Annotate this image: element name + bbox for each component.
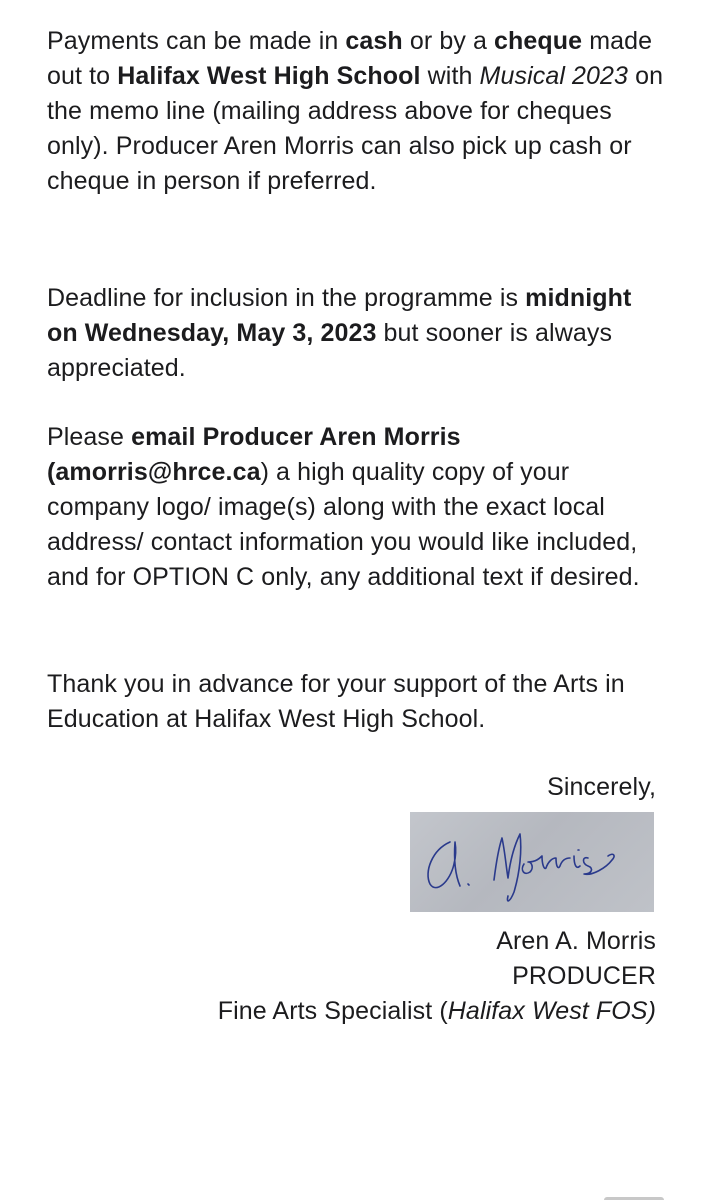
signature-image xyxy=(410,812,654,912)
payment-text-4: with xyxy=(420,62,480,90)
deadline-text-2: but sooner is always appreciated. xyxy=(47,319,613,382)
payment-text-1: Payments can be made in xyxy=(47,27,346,55)
email-paragraph xyxy=(47,420,667,595)
signatory-block xyxy=(218,924,656,1029)
payment-musical: Musical 2023 xyxy=(479,62,629,90)
signature-drawing xyxy=(410,812,654,912)
payment-cheque: cheque xyxy=(494,27,583,55)
email-contact: email Producer Aren Morris (amorris@hrce.ca xyxy=(47,423,461,486)
payment-text-3: made out to xyxy=(47,27,653,90)
deadline-date: midnight on Wednesday, May 3, 2023 xyxy=(47,284,632,347)
deadline-text-1: Deadline for inclusion in the programme is xyxy=(47,284,526,312)
deadline-paragraph xyxy=(47,281,667,386)
closing-line: Sincerely, xyxy=(547,773,656,801)
signature-stroke-a xyxy=(428,842,460,888)
signatory-title xyxy=(218,994,656,1029)
email-text-2: ) a high quality copy of your company logo/ image(s) along with the exact local address/ contact information you would like included, and for OPTION C only, any additional text if desired. xyxy=(47,458,640,591)
payment-school: Halifax West High School xyxy=(117,62,421,90)
signature-stroke-dot xyxy=(468,884,469,885)
thanks-paragraph: Thank you in advance for your support of the Arts in Education at Halifax West High School. xyxy=(47,670,625,733)
payment-text-2: or by a xyxy=(402,27,495,55)
signature-stroke-orris xyxy=(522,850,614,874)
payment-cash: cash xyxy=(345,27,403,55)
email-text-1: Please xyxy=(47,423,132,451)
signature-stroke-m xyxy=(494,834,521,901)
payment-text-5: on the memo line (mailing address above for cheques only). Producer Aren Morris can also pick up cash or cheque in person if preferred. xyxy=(47,62,664,195)
signatory-role: PRODUCER xyxy=(512,962,656,990)
signatory-name: Aren A. Morris xyxy=(496,927,656,955)
signatory-title-org: Halifax West FOS) xyxy=(447,997,656,1025)
payment-paragraph xyxy=(47,24,667,199)
signatory-title-prefix: Fine Arts Specialist ( xyxy=(217,997,448,1025)
